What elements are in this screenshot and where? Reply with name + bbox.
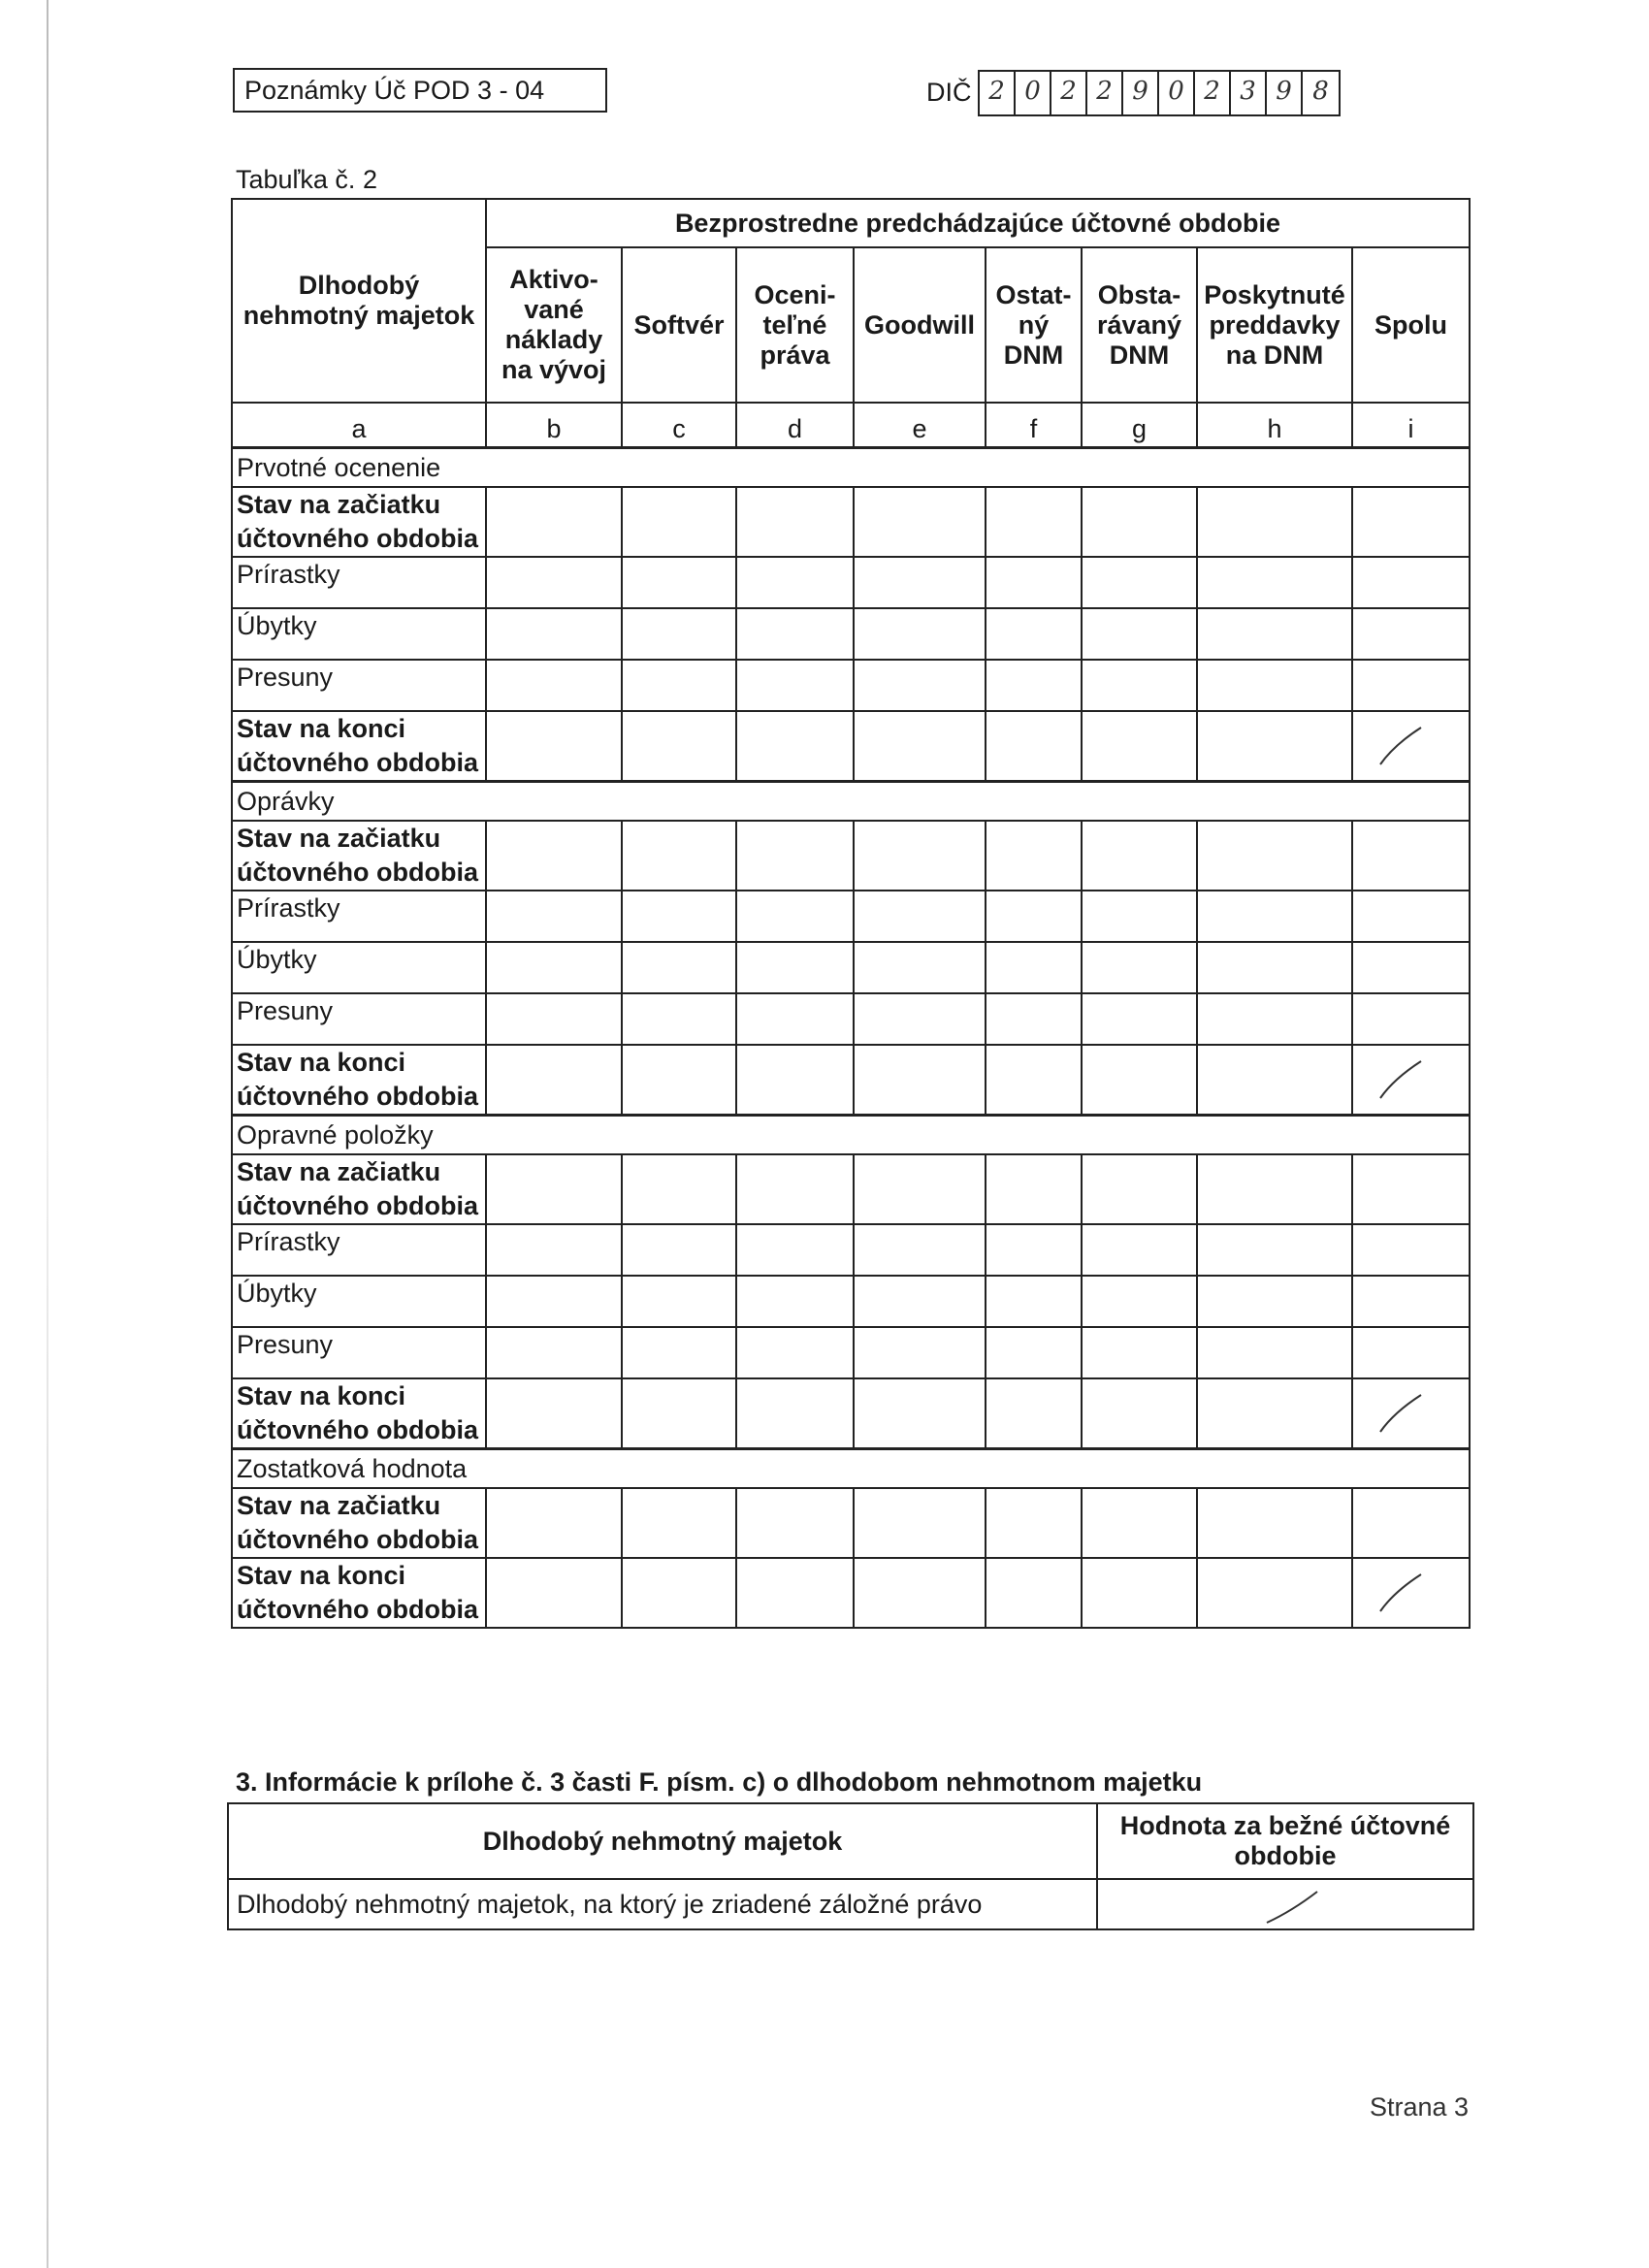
value-cell[interactable] <box>1352 1378 1470 1449</box>
value-cell[interactable] <box>622 1488 736 1558</box>
value-cell[interactable] <box>736 1276 854 1327</box>
value-cell[interactable] <box>486 942 622 993</box>
value-cell[interactable] <box>486 1558 622 1628</box>
table-row <box>232 891 1470 942</box>
row-label: Úbytky <box>232 1276 486 1327</box>
section-title: Zostatková hodnota <box>232 1449 1470 1489</box>
col-letter: i <box>1352 403 1470 448</box>
value-cell[interactable] <box>622 660 736 711</box>
value-cell[interactable] <box>1352 1276 1470 1327</box>
dic-digit: 8 <box>1312 77 1329 106</box>
value-cell[interactable] <box>854 1045 986 1116</box>
section3-table <box>227 1802 1474 1930</box>
value-cell[interactable] <box>1352 608 1470 660</box>
value-cell[interactable] <box>1197 1224 1352 1276</box>
table-row <box>232 1558 1470 1628</box>
value-cell[interactable] <box>486 1224 622 1276</box>
value-cell[interactable] <box>986 993 1082 1045</box>
form-title: Poznámky Úč POD 3 - 04 <box>244 76 545 105</box>
row-label: Stav na začiatku účtovného obdobia <box>232 487 486 557</box>
row-header: Dlhodobý nehmotný majetok <box>232 199 486 403</box>
value-cell[interactable] <box>854 487 986 557</box>
value-cell[interactable] <box>986 660 1082 711</box>
col-letter: b <box>486 403 622 448</box>
row-label: Stav na konci účtovného obdobia <box>232 711 486 782</box>
value-cell[interactable] <box>622 942 736 993</box>
value-cell[interactable] <box>486 891 622 942</box>
value-cell[interactable] <box>736 1558 854 1628</box>
table-row <box>232 557 1470 608</box>
value-cell[interactable] <box>622 711 736 782</box>
value-cell[interactable] <box>1352 1154 1470 1224</box>
value-cell[interactable] <box>622 1224 736 1276</box>
dic-digit: 2 <box>1087 72 1123 114</box>
value-cell[interactable] <box>986 1045 1082 1116</box>
value-cell[interactable] <box>622 1154 736 1224</box>
value-cell[interactable] <box>854 660 986 711</box>
section-title: Opravné položky <box>232 1116 1470 1155</box>
value-cell[interactable] <box>1197 1378 1352 1449</box>
value-cell[interactable] <box>736 891 854 942</box>
section-header-row <box>232 448 1470 488</box>
value-cell[interactable] <box>736 557 854 608</box>
row-label: Úbytky <box>232 942 486 993</box>
value-cell[interactable] <box>486 1488 622 1558</box>
section-header-row <box>232 1116 1470 1155</box>
value-cell[interactable] <box>1197 711 1352 782</box>
value-cell[interactable] <box>1352 891 1470 942</box>
row-label: Stav na konci účtovného obdobia <box>232 1045 486 1116</box>
value-cell[interactable] <box>986 608 1082 660</box>
dic-digit: 9 <box>1267 72 1303 114</box>
value-cell[interactable] <box>486 660 622 711</box>
dic-digit: 3 <box>1231 72 1267 114</box>
value-cell[interactable] <box>486 1327 622 1378</box>
value-cell[interactable] <box>1352 487 1470 557</box>
value-cell[interactable] <box>1197 891 1352 942</box>
value-cell[interactable] <box>986 821 1082 891</box>
value-cell[interactable] <box>736 660 854 711</box>
dic-digit: 2 <box>1195 72 1231 114</box>
value-cell[interactable] <box>486 993 622 1045</box>
value-cell[interactable] <box>486 821 622 891</box>
value-cell[interactable] <box>486 1378 622 1449</box>
value-cell[interactable] <box>854 1276 986 1327</box>
value-cell[interactable] <box>1197 942 1352 993</box>
value-cell[interactable] <box>1082 1327 1197 1378</box>
value-cell[interactable] <box>486 487 622 557</box>
row-label: Presuny <box>232 993 486 1045</box>
col-letter: h <box>1197 403 1352 448</box>
value-cell[interactable] <box>622 557 736 608</box>
intangible-assets-table <box>231 198 1471 1629</box>
table-row <box>232 993 1470 1045</box>
period-header: Bezprostredne predchádzajúce účtovné obdobie <box>486 199 1470 247</box>
value-cell[interactable] <box>736 1045 854 1116</box>
value-cell[interactable] <box>622 1378 736 1449</box>
check-mark-icon <box>1374 724 1433 766</box>
value-cell[interactable] <box>854 557 986 608</box>
col-letter: c <box>622 403 736 448</box>
value-cell[interactable] <box>622 1558 736 1628</box>
value-cell[interactable] <box>1197 660 1352 711</box>
row-label: Stav na konci účtovného obdobia <box>232 1378 486 1449</box>
value-cell[interactable] <box>986 557 1082 608</box>
value-cell[interactable] <box>736 1378 854 1449</box>
page-number: Strana 3 <box>1370 2092 1470 2122</box>
value-cell[interactable] <box>854 1488 986 1558</box>
form-title-box <box>233 68 607 113</box>
value-cell[interactable] <box>986 1558 1082 1628</box>
row-label: Prírastky <box>232 891 486 942</box>
value-cell[interactable] <box>854 891 986 942</box>
value-cell[interactable] <box>1352 1488 1470 1558</box>
value-cell[interactable] <box>854 1558 986 1628</box>
column-letters-row <box>232 403 1470 448</box>
value-cell[interactable] <box>1197 608 1352 660</box>
section3-col2-header: Hodnota za bežné účtovné obdobie <box>1097 1803 1473 1879</box>
value-cell[interactable] <box>486 1154 622 1224</box>
dic-digit: 0 <box>1016 72 1051 114</box>
value-cell[interactable] <box>1197 1558 1352 1628</box>
col-header-acquired-dnm: Obsta-rávaný DNM <box>1082 247 1197 403</box>
value-cell[interactable] <box>1197 1154 1352 1224</box>
scan-edge <box>47 0 48 2268</box>
row-label: Prírastky <box>232 557 486 608</box>
value-cell[interactable] <box>1082 1276 1197 1327</box>
section3-title: 3. Informácie k prílohe č. 3 časti F. písm. c) o dlhodobom nehmotnom majetku <box>236 1767 1203 1797</box>
value-cell[interactable] <box>1352 1224 1470 1276</box>
section-title: Oprávky <box>232 782 1470 822</box>
value-cell[interactable] <box>986 711 1082 782</box>
value-cell[interactable] <box>736 1488 854 1558</box>
col-letter: e <box>854 403 986 448</box>
check-mark-icon <box>1374 1391 1433 1434</box>
dic-digit: 0 <box>1159 72 1195 114</box>
value-cell[interactable] <box>986 1327 1082 1378</box>
value-cell[interactable] <box>486 608 622 660</box>
value-cell[interactable] <box>1082 711 1197 782</box>
section3-row-label: Dlhodobý nehmotný majetok, na ktorý je zriadené záložné právo <box>228 1879 1097 1929</box>
section3-value-cell[interactable] <box>1097 1879 1473 1929</box>
value-cell[interactable] <box>622 608 736 660</box>
col-letter: f <box>986 403 1082 448</box>
row-label: Úbytky <box>232 608 486 660</box>
value-cell[interactable] <box>622 487 736 557</box>
value-cell[interactable] <box>1082 1154 1197 1224</box>
col-header-advances: Poskytnuté preddavky na DNM <box>1197 247 1352 403</box>
value-cell[interactable] <box>1082 821 1197 891</box>
value-cell[interactable] <box>854 1378 986 1449</box>
value-cell[interactable] <box>986 891 1082 942</box>
value-cell[interactable] <box>622 1276 736 1327</box>
value-cell[interactable] <box>736 1327 854 1378</box>
dic-digit: 2 <box>980 72 1016 114</box>
value-cell[interactable] <box>736 942 854 993</box>
section-title: Prvotné ocenenie <box>232 448 1470 488</box>
value-cell[interactable] <box>622 993 736 1045</box>
value-cell[interactable] <box>1352 660 1470 711</box>
value-cell[interactable] <box>1197 821 1352 891</box>
row-label: Presuny <box>232 1327 486 1378</box>
section-header-row <box>232 1449 1470 1489</box>
col-letter: g <box>1082 403 1197 448</box>
check-mark-icon <box>1263 1886 1321 1928</box>
table-row <box>232 660 1470 711</box>
section3-col1-header: Dlhodobý nehmotný majetok <box>228 1803 1097 1879</box>
value-cell[interactable] <box>986 942 1082 993</box>
value-cell[interactable] <box>736 608 854 660</box>
table-row <box>232 1378 1470 1449</box>
dic-digit-boxes <box>978 70 1341 116</box>
value-cell[interactable] <box>854 942 986 993</box>
value-cell[interactable] <box>986 1378 1082 1449</box>
value-cell[interactable] <box>1082 660 1197 711</box>
value-cell[interactable] <box>486 1276 622 1327</box>
table-row <box>232 1488 1470 1558</box>
col-letter: a <box>232 403 486 448</box>
value-cell[interactable] <box>1082 1045 1197 1116</box>
table-row <box>232 821 1470 891</box>
value-cell[interactable] <box>1082 1224 1197 1276</box>
value-cell[interactable] <box>736 487 854 557</box>
value-cell[interactable] <box>854 1154 986 1224</box>
value-cell[interactable] <box>736 1224 854 1276</box>
value-cell[interactable] <box>1352 821 1470 891</box>
value-cell[interactable] <box>736 821 854 891</box>
value-cell[interactable] <box>1352 1045 1470 1116</box>
col-header-goodwill: Goodwill <box>854 247 986 403</box>
table-row <box>232 1327 1470 1378</box>
table-row <box>232 942 1470 993</box>
value-cell[interactable] <box>1082 1378 1197 1449</box>
value-cell[interactable] <box>622 891 736 942</box>
value-cell[interactable] <box>1352 993 1470 1045</box>
value-cell[interactable] <box>736 711 854 782</box>
row-label: Stav na začiatku účtovného obdobia <box>232 1488 486 1558</box>
section-header-row <box>232 782 1470 822</box>
dic-label: DIČ <box>926 78 972 107</box>
table-row <box>232 608 1470 660</box>
table-title: Tabuľka č. 2 <box>236 165 377 194</box>
value-cell[interactable] <box>1082 557 1197 608</box>
dic-digit: 2 <box>1051 72 1087 114</box>
table-row <box>232 1276 1470 1327</box>
check-mark-icon <box>1374 1571 1433 1613</box>
dic-digit: 9 <box>1123 72 1159 114</box>
value-cell[interactable] <box>1352 1558 1470 1628</box>
value-cell[interactable] <box>486 1045 622 1116</box>
value-cell[interactable] <box>486 711 622 782</box>
value-cell[interactable] <box>1197 993 1352 1045</box>
table-row <box>232 1154 1470 1224</box>
value-cell[interactable] <box>1197 1488 1352 1558</box>
value-cell[interactable] <box>1082 891 1197 942</box>
col-header-total: Spolu <box>1352 247 1470 403</box>
check-mark-icon <box>1374 1057 1433 1100</box>
value-cell[interactable] <box>854 993 986 1045</box>
value-cell[interactable] <box>1082 942 1197 993</box>
value-cell[interactable] <box>736 993 854 1045</box>
row-label: Stav na konci účtovného obdobia <box>232 1558 486 1628</box>
value-cell[interactable] <box>1197 557 1352 608</box>
row-label: Prírastky <box>232 1224 486 1276</box>
value-cell[interactable] <box>1082 1558 1197 1628</box>
value-cell[interactable] <box>1197 1327 1352 1378</box>
value-cell[interactable] <box>986 1224 1082 1276</box>
value-cell[interactable] <box>486 557 622 608</box>
col-header-valuable-rights: Oceni-teľné práva <box>736 247 854 403</box>
row-label: Stav na začiatku účtovného obdobia <box>232 1154 486 1224</box>
value-cell[interactable] <box>986 1488 1082 1558</box>
table-row <box>232 1045 1470 1116</box>
value-cell[interactable] <box>1197 487 1352 557</box>
value-cell[interactable] <box>1352 711 1470 782</box>
value-cell[interactable] <box>622 1327 736 1378</box>
value-cell[interactable] <box>986 487 1082 557</box>
col-letter: d <box>736 403 854 448</box>
col-header-software: Softvér <box>622 247 736 403</box>
value-cell[interactable] <box>1082 1488 1197 1558</box>
value-cell[interactable] <box>854 711 986 782</box>
value-cell[interactable] <box>854 1327 986 1378</box>
value-cell[interactable] <box>622 821 736 891</box>
value-cell[interactable] <box>1082 993 1197 1045</box>
value-cell[interactable] <box>1352 1327 1470 1378</box>
value-cell[interactable] <box>854 1224 986 1276</box>
value-cell[interactable] <box>854 608 986 660</box>
row-label: Stav na začiatku účtovného obdobia <box>232 821 486 891</box>
value-cell[interactable] <box>736 1154 854 1224</box>
value-cell[interactable] <box>1082 608 1197 660</box>
value-cell[interactable] <box>1082 487 1197 557</box>
value-cell[interactable] <box>986 1154 1082 1224</box>
row-label: Presuny <box>232 660 486 711</box>
col-header-development-costs: Aktivo-vané náklady na vývoj <box>486 247 622 403</box>
value-cell[interactable] <box>1197 1276 1352 1327</box>
value-cell[interactable] <box>986 1276 1082 1327</box>
value-cell[interactable] <box>622 1045 736 1116</box>
value-cell[interactable] <box>1352 942 1470 993</box>
value-cell[interactable] <box>1352 557 1470 608</box>
value-cell[interactable] <box>854 821 986 891</box>
table-row <box>232 487 1470 557</box>
value-cell[interactable] <box>1197 1045 1352 1116</box>
col-header-other-dnm: Ostat-ný DNM <box>986 247 1082 403</box>
table-body <box>232 448 1470 1629</box>
table-row <box>232 1224 1470 1276</box>
table-row <box>232 711 1470 782</box>
